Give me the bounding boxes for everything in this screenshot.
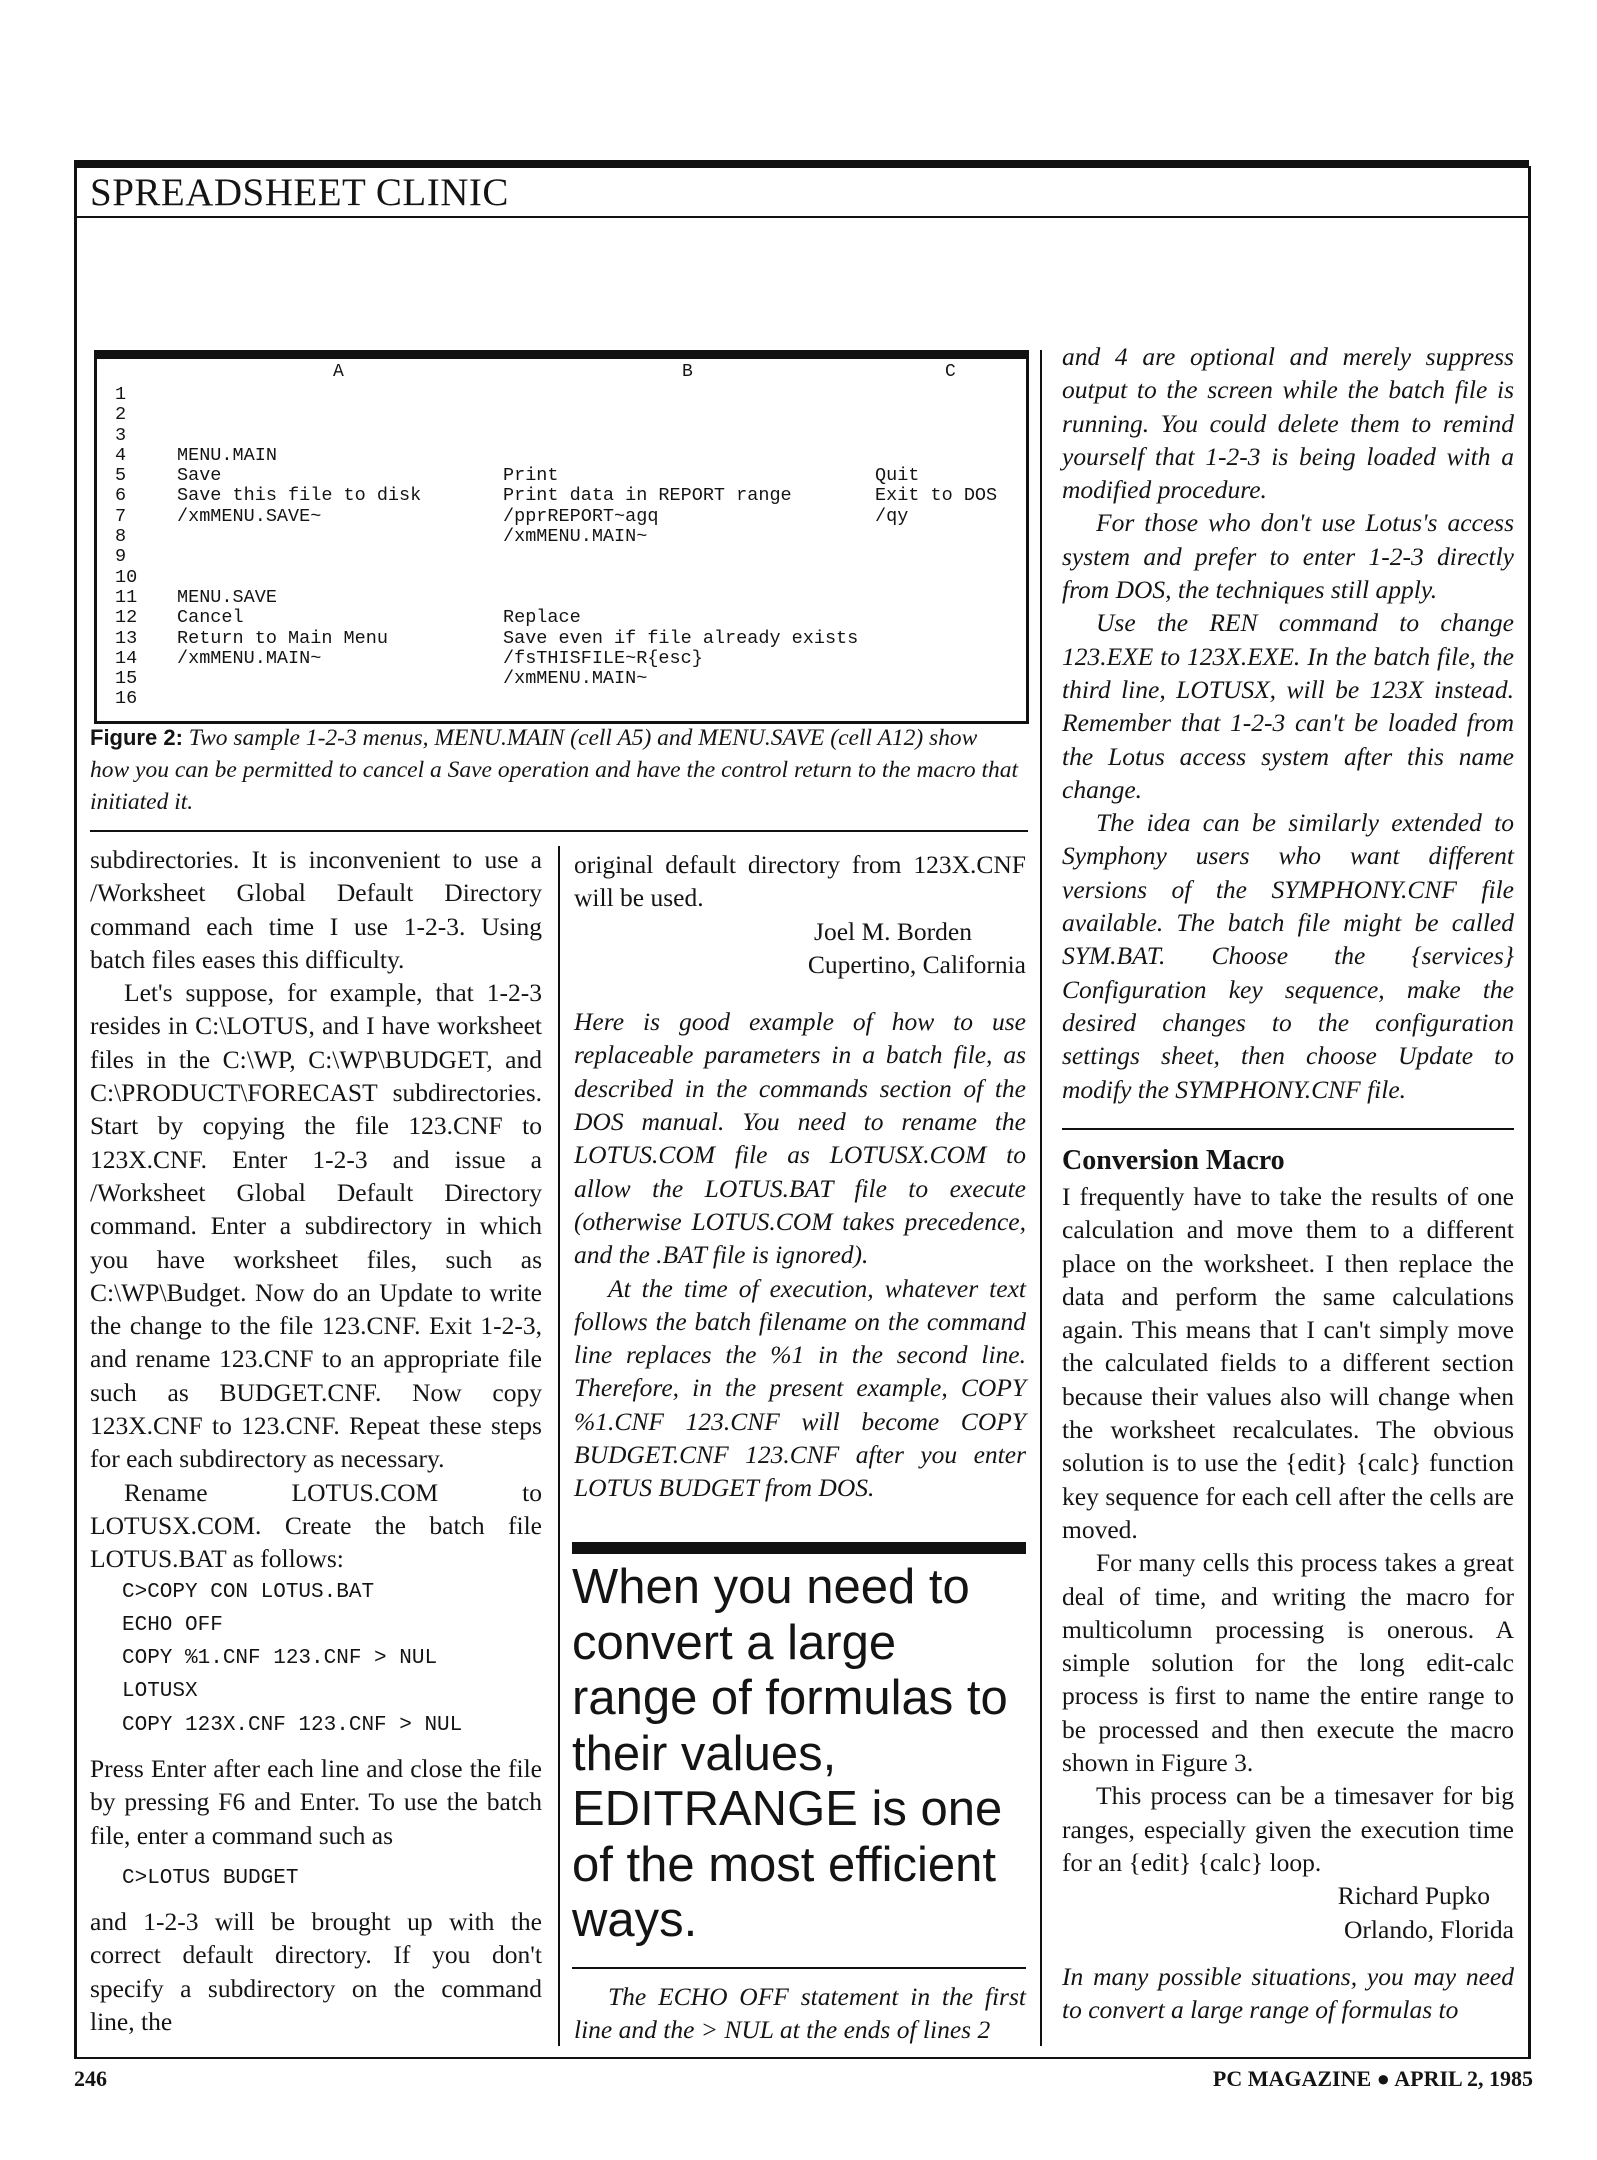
cell-c-5: Quit <box>875 465 920 487</box>
section-rule <box>1062 1128 1514 1130</box>
column-3 <box>1062 340 1514 1106</box>
cell-b-7: /pprREPORT~agq <box>503 505 659 527</box>
cell-c-7: /qy <box>875 505 909 527</box>
cell-b-14: /fsTHISFILE~R{esc} <box>503 647 703 669</box>
cell-c-10 <box>875 568 997 588</box>
col3-editor-note-3: Use the REN command to change 123.EXE to 123X.EXE. In the batch file, the third line, LOTUSX, will be 123X instead. Remember that 1-2-3 can't be loaded from the Lotus access system after this name change. <box>1062 608 1514 804</box>
conversion-macro-heading: Conversion Macro <box>1062 1145 1285 1176</box>
column-header-b: B <box>682 362 693 382</box>
cell-c-13 <box>875 629 997 649</box>
cell-a-15 <box>177 669 421 689</box>
column-1 <box>90 843 542 2038</box>
pullquote-bottom-rule <box>572 1967 1026 1969</box>
row-number-14: 14 <box>115 647 138 669</box>
cell-a-8 <box>177 527 421 547</box>
column-divider-1 <box>558 846 560 2046</box>
cell-a-6: Save this file to disk <box>177 485 422 507</box>
cell-b-5: Print <box>503 465 559 487</box>
column-header-c: C <box>945 362 956 382</box>
cell-b-16 <box>503 689 858 709</box>
row-number-16: 16 <box>115 688 138 710</box>
col2-editor-note-2: At the time of execution, whatever text follows the batch filename on the command line replaces the %1 in the second line. Therefore, in the present example, COPY %1.CNF 123.CNF will become COPY BUDGET.CNF 123.CNF after you enter LOTUS BUDGET from DOS. <box>574 1273 1026 1503</box>
cell-b-15: /xmMENU.MAIN~ <box>503 668 648 690</box>
col1-paragraph-4: Press Enter after each line and close the file by pressing F6 and Enter. To use the batch file, enter a command such as <box>90 1754 542 1850</box>
cell-c-12 <box>875 608 997 628</box>
code-line-2: ECHO OFF <box>122 1613 223 1637</box>
cell-c-14 <box>875 649 997 669</box>
cell-a-13: Return to Main Menu <box>177 627 388 649</box>
col2-paragraph-1: original default directory from 123X.CNF will be used. <box>574 850 1026 913</box>
signature-name-pupko: Richard Pupko <box>1337 1881 1490 1911</box>
col3-signature-name <box>1062 1879 1514 1912</box>
col3-editor-note-1: and 4 are optional and merely suppress output to the screen while the batch file is running. You could delete them to remind yourself that 1-2-3 is being loaded with a modified procedure. <box>1062 342 1514 505</box>
row-number-5: 5 <box>115 465 127 487</box>
cell-a-4: MENU.MAIN <box>177 444 277 466</box>
col2-editor-note-3: The ECHO OFF statement in the first line and the > NUL at the ends of lines 2 <box>574 1982 1026 2045</box>
figure-caption-label: Figure 2: <box>90 725 183 750</box>
row-number-8: 8 <box>115 526 127 548</box>
col1-paragraph-1: subdirectories. It is inconvenient to use a /Worksheet Global Default Directory command each time I use 1-2-3. Using batch files eases this difficulty. <box>90 845 542 974</box>
col2-editor-note-1: Here is good example of how to use replaceable parameters in a batch file, as described in the commands section of the DOS manual. You need to rename the LOTUS.COM file as LOTUSX.COM to allow the LOTUS.BAT file to execute (otherwise LOTUS.COM takes precedence, and the .BAT file is ignored). <box>574 1007 1026 1270</box>
row-number-7: 7 <box>115 505 127 527</box>
cell-b-3 <box>503 426 858 446</box>
batch-command: C>LOTUS BUDGET <box>122 1866 299 1890</box>
col2-signature-place: Cupertino, California <box>807 949 1026 979</box>
section-title: SPREADSHEET CLINIC <box>90 171 509 214</box>
col3-signature-place: Orlando, Florida <box>1344 1914 1514 1944</box>
column-a-cells <box>177 385 421 710</box>
pull-quote: When you need to convert a large range of formulas to their values, EDITRANGE is one of the most efficient ways. <box>572 1560 1008 1947</box>
cell-c-9 <box>875 547 997 567</box>
cell-a-12: Cancel <box>177 607 244 629</box>
row-number-10: 10 <box>115 566 138 588</box>
row-numbers <box>115 385 137 710</box>
cell-a-10 <box>177 568 421 588</box>
cell-b-2 <box>503 405 858 425</box>
cell-b-6: Print data in REPORT range <box>503 485 792 507</box>
cell-a-7: /xmMENU.SAVE~ <box>177 505 322 527</box>
code-line-4: LOTUSX <box>122 1680 198 1704</box>
pullquote-top-bar <box>572 1542 1026 1554</box>
row-number-12: 12 <box>115 607 138 629</box>
row-number-13: 13 <box>115 627 138 649</box>
col2-signature-name <box>574 915 1026 948</box>
cell-b-11 <box>503 588 858 608</box>
cell-c-1 <box>875 385 997 405</box>
code-line-5: COPY 123X.CNF 123.CNF > NUL <box>122 1713 463 1737</box>
figure-caption <box>90 722 1020 818</box>
code-line-1: C>COPY CON LOTUS.BAT <box>122 1580 375 1604</box>
row-number-2: 2 <box>115 404 127 426</box>
col1-paragraph-5: and 1-2-3 will be brought up with the correct default directory. If you don't specify a subdirectory on the command line, the <box>90 1906 542 2036</box>
cell-a-5: Save <box>177 465 222 487</box>
row-number-4: 4 <box>115 444 127 466</box>
cell-a-1 <box>177 385 421 405</box>
col3-editor-note-5: In many possible situations, you may need to convert a large range of formulas to <box>1062 1961 1514 2025</box>
col3-paragraph-2: For many cells this process takes a great deal of time, and writing the macro for multicolumn processing is onerous. A simple solution for the long edit-calc process is first to name the entire range to be processed and then execute the macro shown in Figure 3. <box>1062 1548 1514 1778</box>
column-divider-2 <box>1040 350 1042 2046</box>
code-line-3: COPY %1.CNF 123.CNF > NUL <box>122 1647 438 1671</box>
cell-b-4 <box>503 446 858 466</box>
figure-spreadsheet <box>94 350 1029 724</box>
signature-name-borden: Joel M. Borden <box>814 916 972 946</box>
header-rule <box>74 216 1529 218</box>
cell-c-3 <box>875 426 997 446</box>
row-number-3: 3 <box>115 424 127 446</box>
col3-paragraph-3: This process can be a timesaver for big ranges, especially given the execution time for an {edit} {calc} loop. <box>1062 1781 1514 1877</box>
cell-a-9 <box>177 547 421 567</box>
cell-b-9 <box>503 547 858 567</box>
row-number-9: 9 <box>115 546 127 568</box>
caption-rule <box>90 830 1028 832</box>
cell-c-6: Exit to DOS <box>875 485 998 507</box>
cell-c-16 <box>875 689 997 709</box>
column-header-a: A <box>333 362 344 382</box>
cell-c-2 <box>875 405 997 425</box>
col3-paragraph-1: I frequently have to take the results of one calculation and move them to a different place on the worksheet. I then replace the data and perform the same calculations again. This means that I can't simply move the calculated fields to a different section because their values also will change when the worksheet recalculates. The obvious solution is to use the {edit} {calc} function key sequence for each cell after the cells are moved. <box>1062 1182 1514 1544</box>
cell-b-13: Save even if file already exists <box>503 627 859 649</box>
footer-rule <box>74 2057 1529 2059</box>
page-number: 246 <box>74 2066 107 2091</box>
cell-a-11: MENU.SAVE <box>177 586 277 608</box>
cell-a-16 <box>177 689 421 709</box>
batch-file-code <box>90 1576 542 1742</box>
cell-c-4 <box>875 446 997 466</box>
magazine-footer: PC MAGAZINE ● APRIL 2, 1985 <box>1212 2066 1533 2091</box>
row-number-1: 1 <box>115 384 127 405</box>
row-number-6: 6 <box>115 485 127 507</box>
col1-paragraph-2: Let's suppose, for example, that 1-2-3 resides in C:\LOTUS, and I have worksheet files in the C:\WP, C:\WP\BUDGET, and C:\PRODUCT\FORECAST subdirectories. Start by copying the file 123.CNF to 123X.CNF. Enter 1-2-3 and issue a /Worksheet Global Default Directory command. Enter a subdirectory in which you have worksheet files, such as C:\WP\Budget. Now do an Update to write the change to the file 123.CNF. Exit 1-2-3, and rename 123.CNF to an appropriate file such as BUDGET.CNF. Now copy 123X.CNF to 123.CNF. Repeat these steps for each subdirectory as necessary. <box>90 978 542 1474</box>
cell-a-3 <box>177 426 421 446</box>
column-c-cells <box>875 385 997 710</box>
cell-a-2 <box>177 405 421 425</box>
col3-editor-note-2: For those who don't use Lotus's access system and prefer to enter 1-2-3 directly from DOS, the techniques still apply. <box>1062 508 1514 605</box>
col1-paragraph-3: Rename LOTUS.COM to LOTUSX.COM. Create the batch file LOTUS.BAT as follows: <box>90 1477 542 1574</box>
cell-b-12: Replace <box>503 607 581 629</box>
cell-b-1 <box>503 385 858 405</box>
column-2 <box>574 848 1026 1505</box>
cell-c-8 <box>875 527 997 547</box>
column-3-lower <box>1062 1142 1514 2026</box>
cell-b-10 <box>503 568 858 588</box>
figure-caption-text: Two sample 1-2-3 menus, MENU.MAIN (cell A5) and MENU.SAVE (cell A12) show how you can be permitted to cancel a Save operation and have the control return to the macro that initiated it. <box>90 725 1019 815</box>
row-number-11: 11 <box>115 586 138 608</box>
cell-a-14: /xmMENU.MAIN~ <box>177 647 322 669</box>
row-number-15: 15 <box>115 668 138 690</box>
cell-c-11 <box>875 588 997 608</box>
cell-b-8: /xmMENU.MAIN~ <box>503 526 648 548</box>
cell-c-15 <box>875 669 997 689</box>
col3-editor-note-4: The idea can be similarly extended to Symphony users who want different versions of the SYMPHONY.CNF file available. The batch file might be called SYM.BAT. Choose the {services} Configuration key sequence, make the desired changes to the configuration settings sheet, then choose Update to modify the SYMPHONY.CNF file. <box>1062 808 1514 1104</box>
column-b-cells <box>503 385 858 710</box>
